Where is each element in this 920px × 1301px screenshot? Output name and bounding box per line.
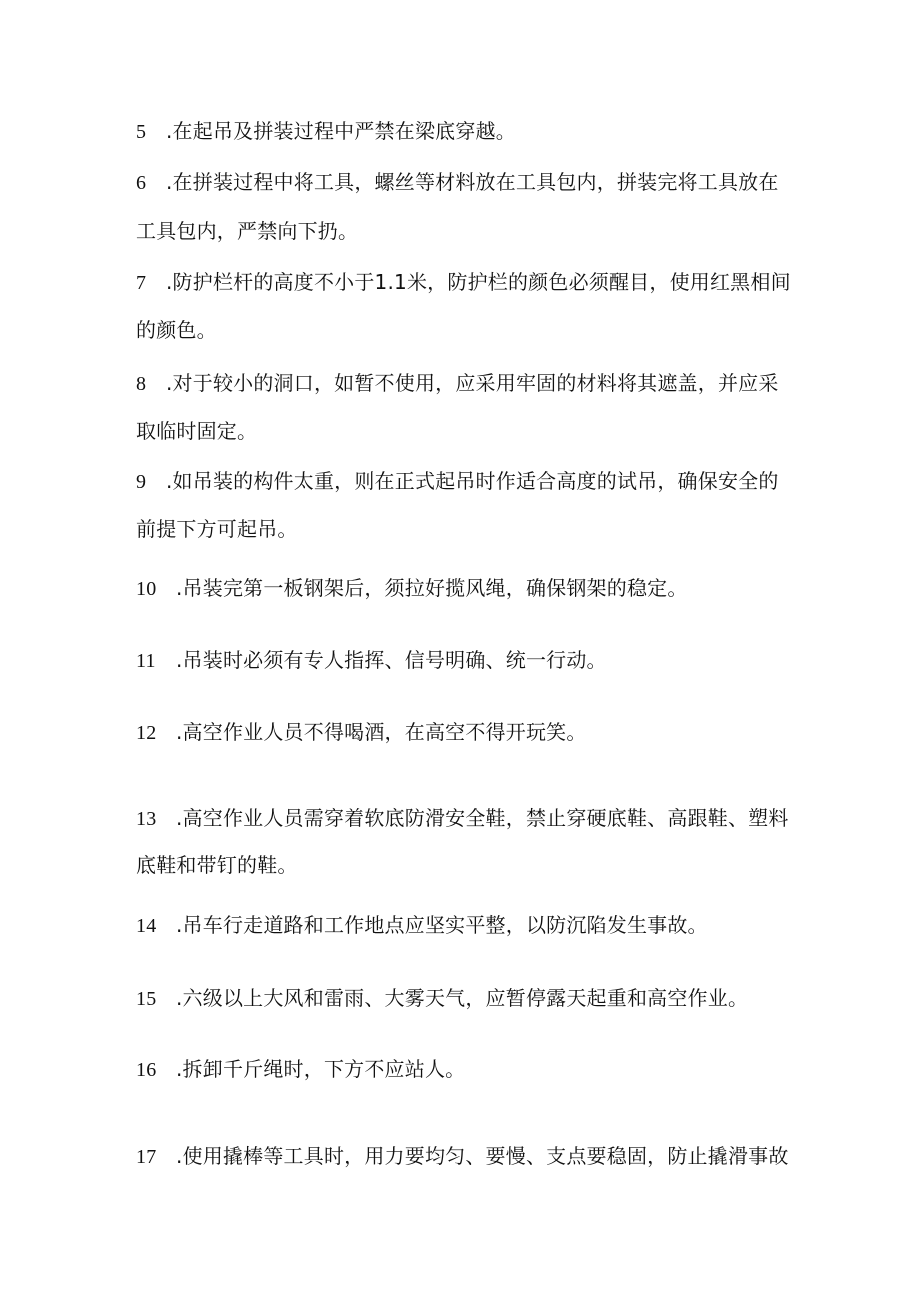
list-item (136, 467, 779, 496)
item-number: 10 (136, 578, 157, 600)
item-number: 5 (136, 121, 147, 143)
item-number: 14 (136, 915, 157, 937)
item-text: .拆卸千斤绳时，下方不应站人。 (176, 1057, 466, 1081)
item-number: 8 (136, 373, 147, 395)
list-item (136, 369, 779, 398)
item-number: 11 (136, 650, 156, 672)
item-text: .如吊装的构件太重，则在正式起吊时作适合高度的试吊，确保安全的 (166, 469, 779, 493)
item-text: .高空作业人员不得喝酒，在高空不得开玩笑。 (176, 720, 587, 744)
list-item (136, 718, 587, 747)
list-item (136, 1142, 789, 1171)
item-text: .在拼装过程中将工具，螺丝等材料放在工具包内，拼装完将工具放在 (166, 170, 779, 194)
list-item-continuation (136, 851, 298, 879)
list-item (136, 168, 779, 197)
item-text: 取临时固定。 (136, 419, 258, 443)
item-text: 工具包内，严禁向下扔。 (136, 219, 359, 243)
item-number: 12 (136, 722, 157, 744)
item-text: .吊车行走道路和工作地点应坚实平整，以防沉陷发生事故。 (176, 913, 708, 937)
item-text: .吊装时必须有专人指挥、信号明确、统一行动。 (176, 648, 607, 672)
list-item-continuation (136, 515, 298, 543)
list-item (136, 646, 607, 675)
list-item (136, 574, 688, 603)
list-item (136, 1055, 465, 1084)
item-text: .六级以上大风和雷雨、大雾天气，应暂停露天起重和高空作业。 (176, 986, 749, 1010)
item-text: 底鞋和带钉的鞋。 (136, 853, 298, 877)
list-item-continuation (136, 417, 257, 445)
list-item (136, 984, 748, 1013)
item-number: 15 (136, 988, 157, 1010)
item-number: 13 (136, 808, 157, 830)
list-item (136, 268, 791, 297)
item-number: 9 (136, 471, 147, 493)
item-text: .使用撬棒等工具时，用力要均匀、要慢、支点要稳固，防止撬滑事故 (176, 1144, 789, 1168)
list-item (136, 117, 516, 146)
item-text: 的颜色。 (136, 318, 217, 342)
item-number: 6 (136, 172, 147, 194)
item-number: 16 (136, 1059, 157, 1081)
list-item (136, 804, 789, 833)
item-number: 7 (136, 272, 147, 294)
list-item (136, 911, 708, 940)
item-text: .防护栏杆的高度不小于1.1米，防护栏的颜色必须醒目，使用红黑相间 (166, 270, 791, 294)
list-item-continuation (136, 316, 217, 344)
item-text: .吊装完第一板钢架后，须拉好揽风绳，确保钢架的稳定。 (176, 576, 688, 600)
item-text: 前提下方可起吊。 (136, 517, 298, 541)
item-number: 17 (136, 1146, 157, 1168)
list-item-continuation (136, 217, 358, 245)
item-text: .高空作业人员需穿着软底防滑安全鞋，禁止穿硬底鞋、高跟鞋、塑料 (176, 806, 789, 830)
item-text: .在起吊及拼装过程中严禁在梁底穿越。 (166, 119, 516, 143)
item-text: .对于较小的洞口，如暂不使用，应采用牢固的材料将其遮盖，并应采 (166, 371, 779, 395)
